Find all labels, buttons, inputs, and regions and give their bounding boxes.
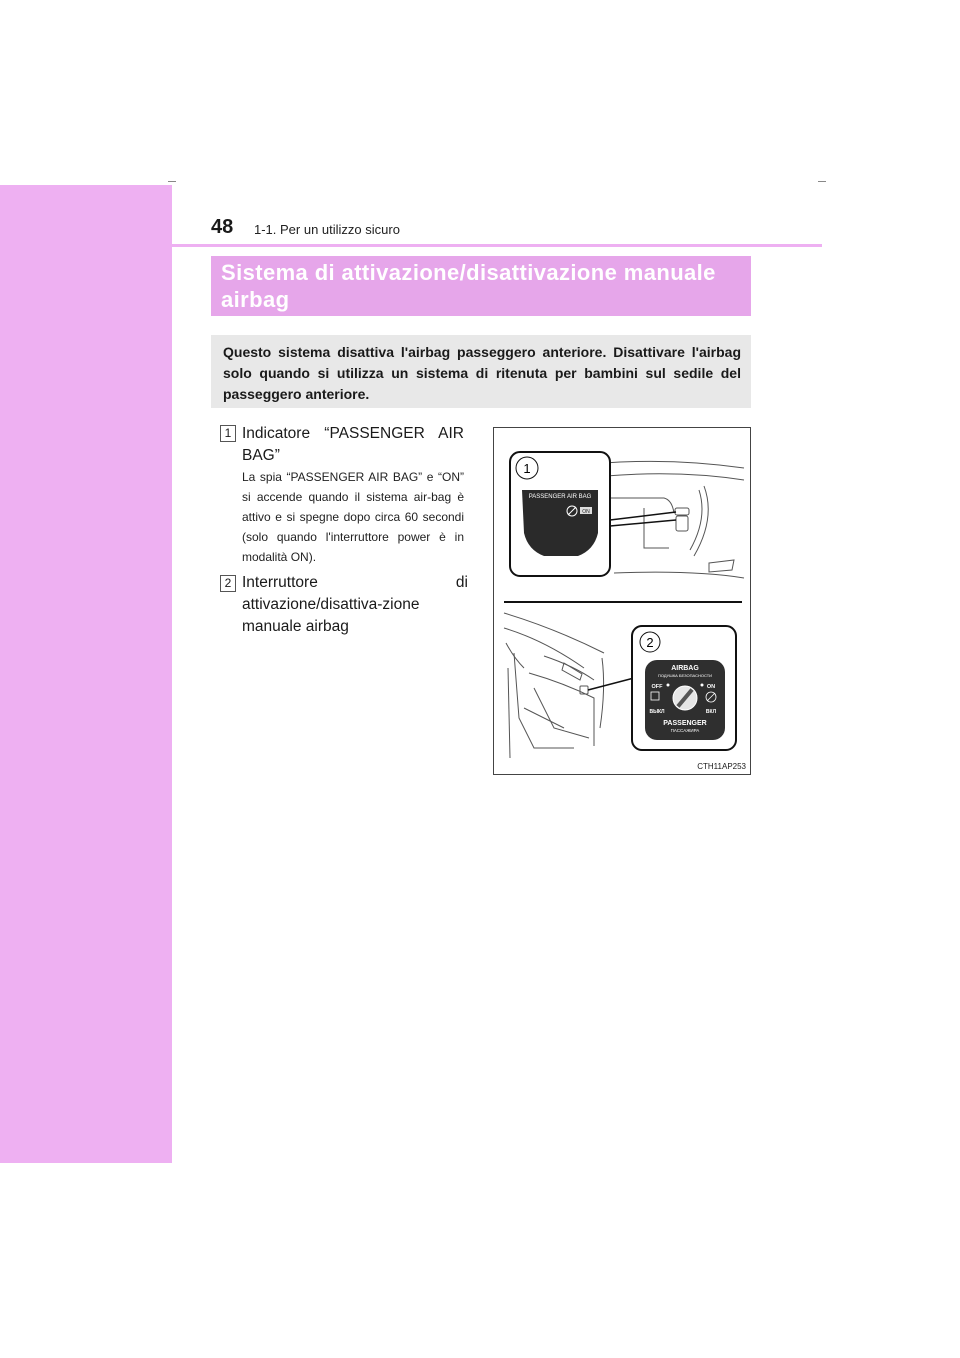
svg-text:ПАССАЖИРА: ПАССАЖИРА bbox=[670, 728, 700, 733]
side-tab-strip bbox=[0, 185, 172, 1163]
dashboard-illustration bbox=[494, 428, 751, 775]
chapter-title: 1-1. Per un utilizzo sicuro bbox=[254, 222, 400, 237]
item-number-1: 1 bbox=[220, 425, 236, 442]
figure-code: CTH11AP253 bbox=[697, 762, 746, 771]
svg-text:AIRBAG: AIRBAG bbox=[671, 665, 699, 672]
svg-text:PASSENGER: PASSENGER bbox=[663, 720, 707, 727]
item-title-1: Indicatore “PASSENGER AIR BAG” bbox=[242, 425, 464, 464]
item-title-2: Interruttore di attivazione/disattiva-zione manuale airbag bbox=[242, 574, 468, 635]
page-number: 48 bbox=[211, 216, 234, 238]
svg-text:ВКЛ: ВКЛ bbox=[705, 709, 717, 715]
item-number-2: 2 bbox=[220, 575, 236, 592]
svg-text:ВЫКЛ: ВЫКЛ bbox=[649, 709, 665, 715]
intro-box: Questo sistema disattiva l'airbag passeggero anteriore. Disattivare l'airbag solo quando si utilizza un sistema di ritenuta per bambini sul sedile del passeggero anteriore. bbox=[211, 335, 751, 408]
callout-1-number: 1 bbox=[523, 461, 531, 476]
svg-text:ON: ON bbox=[706, 684, 716, 690]
airbag-figure bbox=[493, 427, 751, 775]
header-rule bbox=[172, 244, 822, 247]
svg-text:ПОДУШКА БЕЗОПАСНОСТИ: ПОДУШКА БЕЗОПАСНОСТИ bbox=[657, 673, 713, 678]
crop-mark bbox=[818, 181, 826, 182]
indicator-label: PASSENGER AIR BAG bbox=[528, 494, 592, 500]
crop-mark bbox=[168, 181, 176, 182]
callout-2-number: 2 bbox=[646, 635, 654, 650]
indicator-on: ON bbox=[582, 509, 590, 515]
section-title: Sistema di attivazione/disattivazione manuale airbag bbox=[211, 256, 751, 316]
item-body-1: La spia “PASSENGER AIR BAG” e “ON” si accende quando il sistema air-bag è attivo e si spegne dopo circa 60 secondi (solo quando l'interruttore power è in modalità ON). bbox=[242, 470, 464, 564]
svg-text:OFF: OFF bbox=[651, 684, 663, 690]
